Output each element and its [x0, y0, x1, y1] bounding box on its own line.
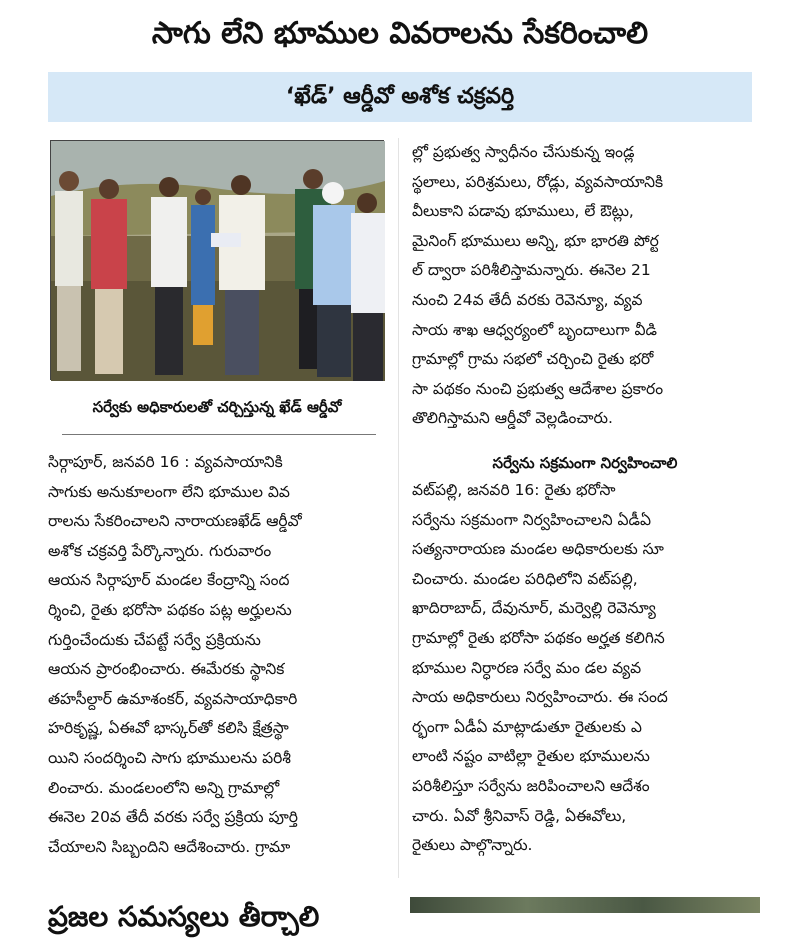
body-line: మైనింగ్ భూములు అన్ని, భూ భారతి పోర్ట — [412, 231, 659, 250]
body-line: చేయాలని సిబ్బందిని ఆదేశించారు. గ్రామా — [48, 837, 291, 856]
body-line: స్థలాలు, పరిశ్రమలు, రోడ్లు, వ్యవసాయానికి — [412, 172, 664, 191]
body-line: గుర్తించేందుకు చేపట్టే సర్వే ప్రక్రియను — [48, 630, 261, 649]
body-line: రైతులు పాల్గొన్నారు. — [412, 836, 533, 855]
body-line: సా పథకం నుంచి ప్రభుత్వ ఆదేశాల ప్రకారం — [412, 379, 664, 398]
body-line: యిని సందర్శించి సాగు భూములను పరిశీ — [48, 748, 291, 767]
body-line: గ్రామాల్లో గ్రామ సభలో చర్చించి రైతు భరో — [412, 350, 654, 369]
body-line: గ్రామాల్లో రైతు భరోసా పథకం అర్హత కలిగిన — [412, 628, 665, 647]
body-line: ఆయన సిర్గాపూర్ మండల కేంద్రాన్ని సంద — [48, 571, 290, 590]
byline-band — [48, 72, 752, 122]
body-line: హరికృష్ణ, ఏఈవో భాస్కర్‌తో కలిసి క్షేత్రస్థా — [48, 719, 289, 738]
body-line: సత్యనారాయణ మండల అధికారులకు సూ — [412, 540, 664, 559]
next-article-photo-cut — [410, 897, 760, 913]
body-line: వీలుకాని పడావు భూములు, లే ఔట్లు, — [412, 202, 634, 221]
body-line: సిర్గాపూర్, జనవరి 16 : వ్యవసాయానికి — [48, 453, 283, 471]
body-line: చించారు. మండల పరిధిలోని వట్‌పల్లి, — [412, 569, 638, 588]
body-line: ఖాదిరాబాద్, దేవునూర్, మర్వెల్లి రెవెన్యూ — [412, 599, 656, 618]
body-line: లించారు. మండలంలోని అన్ని గ్రామాల్లో — [48, 778, 280, 797]
body-line: ల్ ద్వారా పరిశీలిస్తామన్నారు. ఈనెల 21 — [412, 261, 651, 280]
body-line: తహసీల్దార్ ఉమాశంకర్, వ్యవసాయాధికారి — [48, 689, 298, 708]
body-line: సర్వేను సక్రమంగా నిర్వహించాలని ఏడీఏ — [412, 510, 652, 529]
body-line: భూముల నిర్ధారణ సర్వే మం డల వ్యవ — [412, 658, 642, 677]
caption-divider — [62, 434, 376, 435]
body-line: సాయ అధికారులు నిర్వహించారు. ఈ సంద — [412, 688, 668, 707]
right-column-body — [412, 476, 758, 861]
body-line: లాంటి నష్టం వాటిల్లా రైతుల భూములను — [412, 747, 650, 766]
body-line: సాయ శాఖ ఆధ్వర్యంలో బృందాలుగా వీడి — [412, 320, 658, 339]
right-column-continuation — [412, 138, 758, 434]
photo-caption: సర్వేకు అధికారులతో చర్చిస్తున్న ఖేడ్ ఆర్డీవో — [92, 398, 342, 416]
next-article-headline-cut — [48, 893, 388, 933]
news-photo — [50, 140, 384, 380]
byline: ‘ఖేడ్’ ఆర్డీవో అశోక చక్రవర్తి — [285, 84, 515, 109]
body-line: రాలను సేకరించాలని నారాయణఖేడ్ ఆర్డీవో — [48, 512, 302, 531]
body-line: ఈనెల 20వ తేదీ వరకు సర్వే ప్రక్రియ పూర్తి — [48, 808, 298, 827]
body-line: అశోక చక్రవర్తి పేర్కొన్నారు. గురువారం — [48, 541, 272, 560]
body-line: పరిశీలిస్తూ సర్వేను జరిపించాలని ఆదేశం — [412, 776, 650, 795]
column-rule — [398, 138, 399, 878]
body-line: తొలిగిస్తామని ఆర్డీవో వెల్లడించారు. — [412, 409, 613, 428]
sub-headline: సర్వేను సక్రమంగా నిర్వహించాలి — [492, 454, 678, 472]
body-line: చారు. ఏవో శ్రీనివాస్ రెడ్డి, ఏఈవోలు, — [412, 806, 627, 825]
body-line: ఆయన ప్రారంభించారు. ఈమేరకు స్థానిక — [48, 660, 285, 679]
body-line: ర్శించి, రైతు భరోసా పథకం పట్ల అర్హులను — [48, 600, 292, 619]
officials-survey-illustration — [51, 141, 385, 381]
body-line: వట్‌పల్లి, జనవరి 16: రైతు భరోసా — [412, 481, 616, 499]
body-line: ర్భంగా ఏడీఏ మాట్లాడుతూ రైతులకు ఎ — [412, 717, 642, 736]
body-line: నుంచి 24వ తేదీ వరకు రెవెన్యూ, వ్యవ — [412, 290, 643, 309]
left-column-body — [48, 448, 388, 862]
body-line: సాగుకు అనుకూలంగా లేని భూముల వివ — [48, 482, 290, 501]
headline: సాగు లేని భూముల వివరాలను సేకరించాలి — [151, 16, 649, 51]
body-line: ల్లో ప్రభుత్వ స్వాధీనం చేసుకున్న ఇండ్ల — [412, 143, 635, 161]
next-article-headline: ప్రజల సమస్యలు తీర్చాలి — [48, 900, 320, 933]
